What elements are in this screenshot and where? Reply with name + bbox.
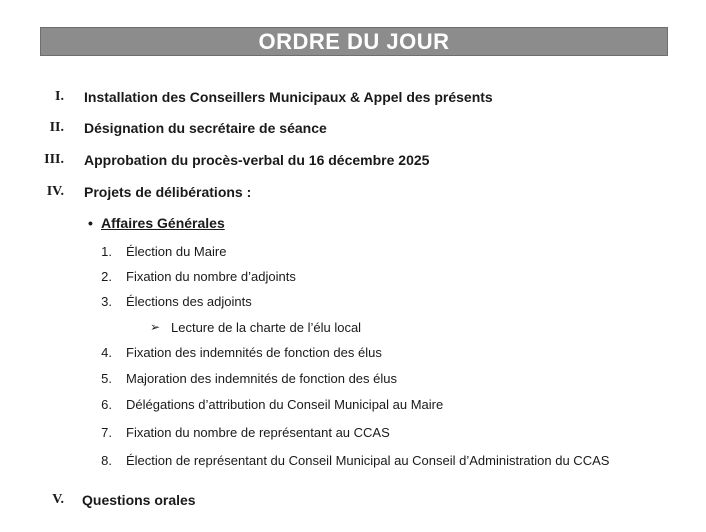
item-text-5: Majoration des indemnités de fonction des élus xyxy=(126,371,397,386)
item-number-7: 7. xyxy=(101,425,112,440)
agenda-numeral-1: I. xyxy=(55,89,64,104)
item-number-1: 1. xyxy=(101,244,112,259)
agenda-numeral-2: II. xyxy=(49,120,64,135)
item-number-2: 2. xyxy=(101,269,112,284)
agenda-numeral-5: V. xyxy=(52,492,64,507)
item-text-6: Délégations d’attribution du Conseil Municipal au Maire xyxy=(126,397,444,412)
title-banner xyxy=(40,27,668,56)
item-number-3: 3. xyxy=(101,294,112,309)
arrow-bullet-icon: ➢ xyxy=(150,320,161,334)
item-text-3: Élections des adjoints xyxy=(126,294,252,309)
item-text-8: Élection de représentant du Conseil Municipal au Conseil d’Administration du CCAS xyxy=(126,453,610,468)
item-number-8: 8. xyxy=(101,453,112,468)
item-text-2: Fixation du nombre d’adjoints xyxy=(126,269,296,284)
section-bullet: • xyxy=(88,215,93,231)
item-text-1: Élection du Maire xyxy=(126,244,227,259)
agenda-item-5: Questions orales xyxy=(82,492,196,508)
subitem-text: Lecture de la charte de l’élu local xyxy=(171,320,362,335)
item-number-5: 5. xyxy=(101,371,112,386)
item-number-4: 4. xyxy=(101,345,112,360)
agenda-numeral-4: IV. xyxy=(46,184,64,199)
agenda-item-2: Désignation du secrétaire de séance xyxy=(84,120,327,136)
agenda-numeral-3: III. xyxy=(44,152,64,167)
agenda-item-4: Projets de délibérations : xyxy=(84,184,252,200)
item-text-4: Fixation des indemnités de fonction des élus xyxy=(126,345,382,360)
item-text-7: Fixation du nombre de représentant au CCAS xyxy=(126,425,390,440)
agenda-item-1: Installation des Conseillers Municipaux & Appel des présents xyxy=(84,89,493,105)
page-title: ORDRE DU JOUR xyxy=(258,28,450,54)
item-number-6: 6. xyxy=(101,397,112,412)
agenda-item-3: Approbation du procès-verbal du 16 décembre 2025 xyxy=(84,152,430,168)
section-title: Affaires Générales xyxy=(101,215,225,231)
